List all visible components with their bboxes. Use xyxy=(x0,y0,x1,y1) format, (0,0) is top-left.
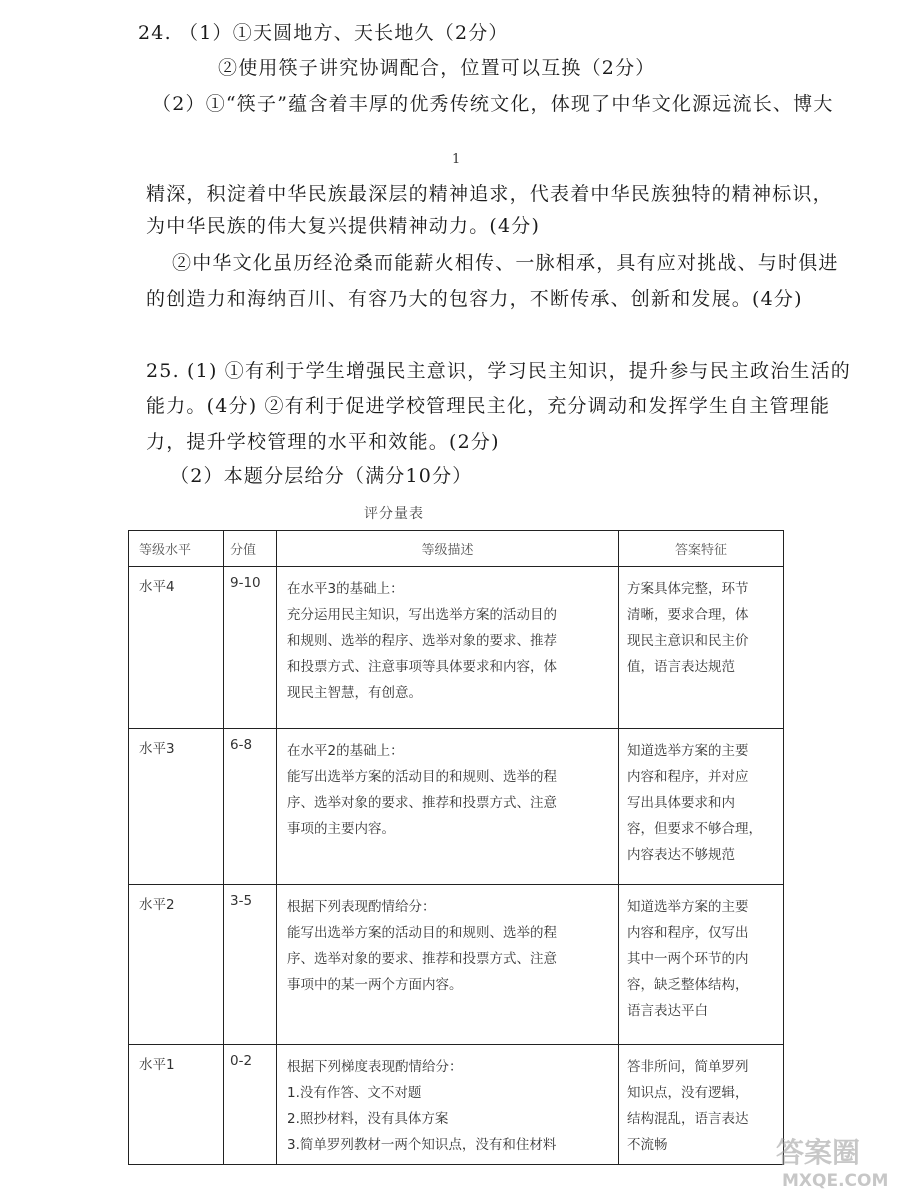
header-description: 等级描述 xyxy=(277,531,619,567)
q24-line-4: 精深，积淀着中华民族最深层的精神追求，代表着中华民族独特的精神标识， xyxy=(146,183,833,205)
score-cell: 0-2 xyxy=(224,1045,277,1165)
description-line: 能写出选举方案的活动目的和规则、选举的程 xyxy=(287,769,557,785)
feature-line: 知识点，没有逻辑， xyxy=(627,1085,749,1101)
level-cell: 水平4 xyxy=(129,567,224,729)
description-line: 充分运用民主知识，写出选举方案的活动目的 xyxy=(287,607,557,623)
description-line: 1.没有作答、文不对题 xyxy=(287,1085,422,1101)
description-line: 和规则、选举的程序、选举对象的要求、推荐 xyxy=(287,633,557,649)
description-line: 根据下列表现酌情给分： xyxy=(287,899,436,915)
feature-line: 写出具体要求和内 xyxy=(627,795,735,811)
q24-line-7: 的创造力和海纳百川、有容乃大的包容力，不断传承、创新和发展。(4分) xyxy=(146,288,803,310)
description-line: 事项中的某一两个方面内容。 xyxy=(287,977,463,993)
feature-line: 语言表达平白 xyxy=(627,1003,708,1019)
description-line: 在水平3的基础上： xyxy=(287,581,404,597)
table-row xyxy=(129,729,784,885)
page-number: 1 xyxy=(452,152,461,167)
features-cell xyxy=(619,885,784,1045)
header-features: 答案特征 xyxy=(619,531,784,567)
description-line: 序、选举对象的要求、推荐和投票方式、注意 xyxy=(287,951,557,967)
description-line: 现民主智慧，有创意。 xyxy=(287,685,422,701)
q24-line-5: 为中华民族的伟大复兴提供精神动力。(4分) xyxy=(146,215,541,237)
score-cell: 6-8 xyxy=(224,729,277,885)
description-line: 在水平2的基础上： xyxy=(287,743,404,759)
feature-line: 结构混乱，语言表达 xyxy=(627,1111,749,1127)
feature-line: 不流畅 xyxy=(627,1137,668,1153)
q25-line-3: 力，提升学校管理的水平和效能。(2分) xyxy=(146,431,500,453)
feature-line: 其中一两个环节的内 xyxy=(627,951,749,967)
score-cell: 3-5 xyxy=(224,885,277,1045)
level-cell: 水平3 xyxy=(129,729,224,885)
description-line: 序、选举对象的要求、推荐和投票方式、注意 xyxy=(287,795,557,811)
description-line: 能写出选举方案的活动目的和规则、选举的程 xyxy=(287,925,557,941)
table-row xyxy=(129,567,784,729)
description-cell xyxy=(277,729,619,885)
description-line: 事项的主要内容。 xyxy=(287,821,395,837)
description-line: 根据下列梯度表现酌情给分： xyxy=(287,1059,463,1075)
watermark-domain: MXQE.COM xyxy=(782,1171,889,1191)
feature-line: 容，但要求不够合理， xyxy=(627,821,762,837)
level-cell: 水平1 xyxy=(129,1045,224,1165)
feature-line: 清晰，要求合理，体 xyxy=(627,607,749,623)
features-cell xyxy=(619,729,784,885)
q24-line-6: ②中华文化虽历经沧桑而能薪火相传、一脉相承，具有应对挑战、与时俱进 xyxy=(172,252,839,274)
feature-line: 容，缺乏整体结构， xyxy=(627,977,749,993)
q25-line-1: 25. (1) ①有利于学生增强民主意识，学习民主知识，提升参与民主政治生活的 xyxy=(146,360,852,382)
level-cell: 水平2 xyxy=(129,885,224,1045)
table-row xyxy=(129,1045,784,1165)
feature-line: 知道选举方案的主要 xyxy=(627,743,749,759)
feature-line: 方案具体完整，环节 xyxy=(627,581,749,597)
description-line: 2.照抄材料，没有具体方案 xyxy=(287,1111,449,1127)
q24-line-2: ②使用筷子讲究协调配合，位置可以互换（2分） xyxy=(218,57,656,79)
description-line: 和投票方式、注意事项等具体要求和内容，体 xyxy=(287,659,557,675)
feature-line: 答非所问，简单罗列 xyxy=(627,1059,749,1075)
description-cell xyxy=(277,1045,619,1165)
header-score: 分值 xyxy=(224,531,277,567)
scoring-rubric-table xyxy=(128,530,784,1165)
header-level: 等级水平 xyxy=(129,531,224,567)
q25-line-2: 能力。(4分) ②有利于促进学校管理民主化，充分调动和发挥学生自主管理能 xyxy=(146,395,831,417)
description-cell xyxy=(277,885,619,1045)
features-cell xyxy=(619,567,784,729)
table-row xyxy=(129,885,784,1045)
feature-line: 内容和程序，并对应 xyxy=(627,769,749,785)
q24-line-1: 24. （1）①天圆地方、天长地久（2分） xyxy=(138,22,509,44)
features-cell xyxy=(619,1045,784,1165)
table-title: 评分量表 xyxy=(364,506,424,522)
description-cell xyxy=(277,567,619,729)
site-watermark-logo xyxy=(772,1128,892,1192)
table-header-row xyxy=(129,531,784,567)
q24-line-3: （2）①“筷子”蕴含着丰厚的优秀传统文化，体现了中华文化源远流长、博大 xyxy=(152,93,834,115)
feature-line: 内容表达不够规范 xyxy=(627,847,735,863)
q25-line-4: （2）本题分层给分（满分10分） xyxy=(170,465,473,487)
score-cell: 9-10 xyxy=(224,567,277,729)
feature-line: 值，语言表达规范 xyxy=(627,659,735,675)
watermark-text: 答案圈 xyxy=(776,1136,861,1169)
feature-line: 现民主意识和民主价 xyxy=(627,633,749,649)
feature-line: 内容和程序，仅写出 xyxy=(627,925,749,941)
description-line: 3.简单罗列教材一两个知识点，没有和住材料 xyxy=(287,1137,557,1153)
feature-line: 知道选举方案的主要 xyxy=(627,899,749,915)
